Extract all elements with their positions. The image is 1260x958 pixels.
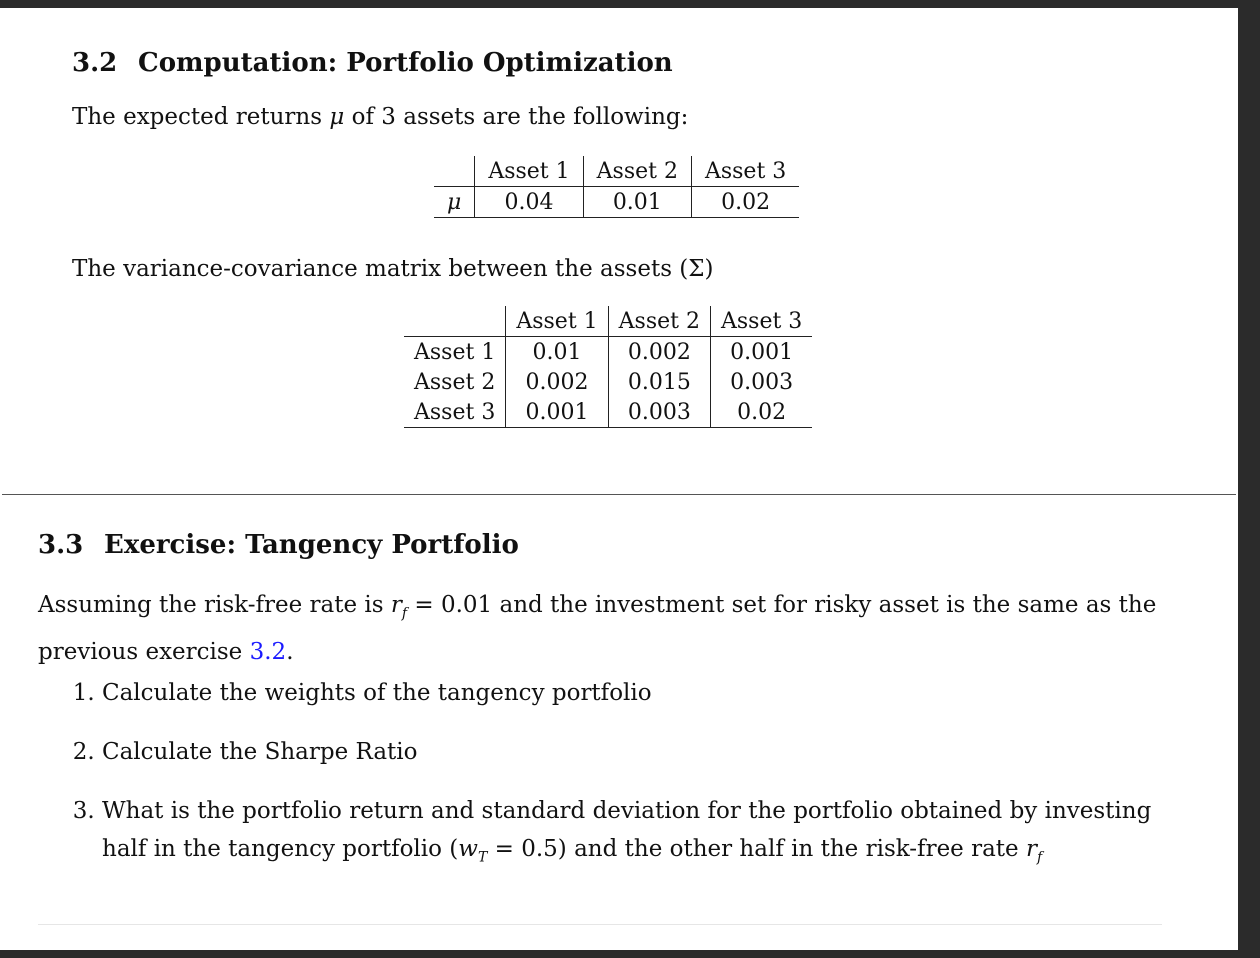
paragraph-text-2: and the investment set for risky asset is the same as the previous exercise: [38, 592, 1157, 665]
list-item: 2. Calculate the Sharpe Ratio: [102, 733, 1182, 771]
cov-cell: 0.02: [710, 397, 812, 428]
empty-corner: [404, 306, 506, 337]
cov-cell: 0.01: [506, 337, 608, 368]
r-subscript: f: [1036, 849, 1043, 866]
r-symbol: r: [1025, 836, 1037, 862]
table-row: [404, 337, 812, 368]
exercise-list: [38, 674, 1182, 898]
bottom-divider: [38, 924, 1162, 925]
row-label: Asset 1: [404, 337, 506, 368]
list-item: 1. Calculate the weights of the tangency portfolio: [102, 674, 1182, 712]
section-3-2-panel: [2, 10, 1236, 495]
cov-cell: 0.015: [608, 367, 710, 397]
header-asset-3: Asset 3: [691, 156, 799, 187]
rf-symbol: r: [390, 592, 402, 618]
cov-cell: 0.001: [506, 397, 608, 428]
covariance-intro: The variance-covariance matrix between the assets (Σ): [72, 256, 714, 282]
exercise-3-2-link[interactable]: 3.2: [249, 638, 287, 665]
header-asset-2: Asset 2: [583, 156, 691, 187]
section-3-3-panel: [2, 496, 1236, 950]
table-row: [404, 367, 812, 397]
intro-text: The expected returns: [72, 104, 323, 130]
table-header-row: [434, 156, 799, 187]
exercise-paragraph: [38, 586, 1178, 671]
rf-math-2: [1025, 836, 1043, 866]
cov-cell: 0.002: [608, 337, 710, 368]
list-item: [102, 792, 1182, 877]
rf-subscript: f: [401, 605, 408, 622]
expected-returns-table: [434, 156, 799, 218]
table-header-row: [404, 306, 812, 337]
wt-math: [458, 836, 567, 866]
header-asset-3: Asset 3: [710, 306, 812, 337]
paragraph-period: .: [286, 638, 294, 665]
section-title: Exercise: Tangency Portfolio: [104, 530, 519, 560]
paragraph-text: Assuming the risk-free rate is: [38, 592, 384, 618]
item-3-text: What is the portfolio return and standard deviation for the portfolio obtained by investing half in the tangency portfolio (: [102, 798, 1152, 862]
mu-asset-1: 0.04: [475, 187, 583, 218]
table-row: [434, 187, 799, 218]
section-title: Computation: Portfolio Optimization: [138, 48, 673, 78]
section-3-2-heading: [72, 48, 673, 78]
row-label: Asset 3: [404, 397, 506, 428]
mu-symbol: μ: [329, 104, 345, 130]
row-label: Asset 2: [414, 369, 496, 395]
cov-cell: 0.003: [608, 397, 710, 428]
w-subscript: T: [477, 849, 488, 866]
cov-cell: 0.003: [710, 367, 812, 397]
mu-asset-2: 0.01: [583, 187, 691, 218]
header-asset-1: Asset 1: [506, 306, 608, 337]
cov-cell: 0.002: [506, 367, 608, 397]
section-number: 3.2: [72, 48, 118, 78]
expected-returns-intro: [72, 98, 688, 136]
section-3-3-heading: [38, 530, 519, 560]
covariance-table: [404, 306, 812, 428]
header-asset-1: Asset 1: [475, 156, 583, 187]
intro-text-end: of 3 assets are the following:: [351, 104, 689, 130]
header-asset-2: Asset 2: [608, 306, 710, 337]
w-value: = 0.5): [487, 836, 567, 862]
w-symbol: w: [458, 836, 478, 862]
mu-asset-3: 0.02: [691, 187, 799, 218]
rf-value: = 0.01: [407, 592, 493, 618]
table-row: [404, 397, 812, 428]
row-label-mu: μ: [434, 187, 475, 218]
section-number: 3.3: [38, 530, 84, 560]
cov-cell: 0.001: [710, 337, 812, 368]
item-3-tail: and the other half in the risk-free rate: [566, 836, 1026, 862]
rf-math: [390, 592, 493, 622]
empty-corner: [434, 156, 475, 187]
